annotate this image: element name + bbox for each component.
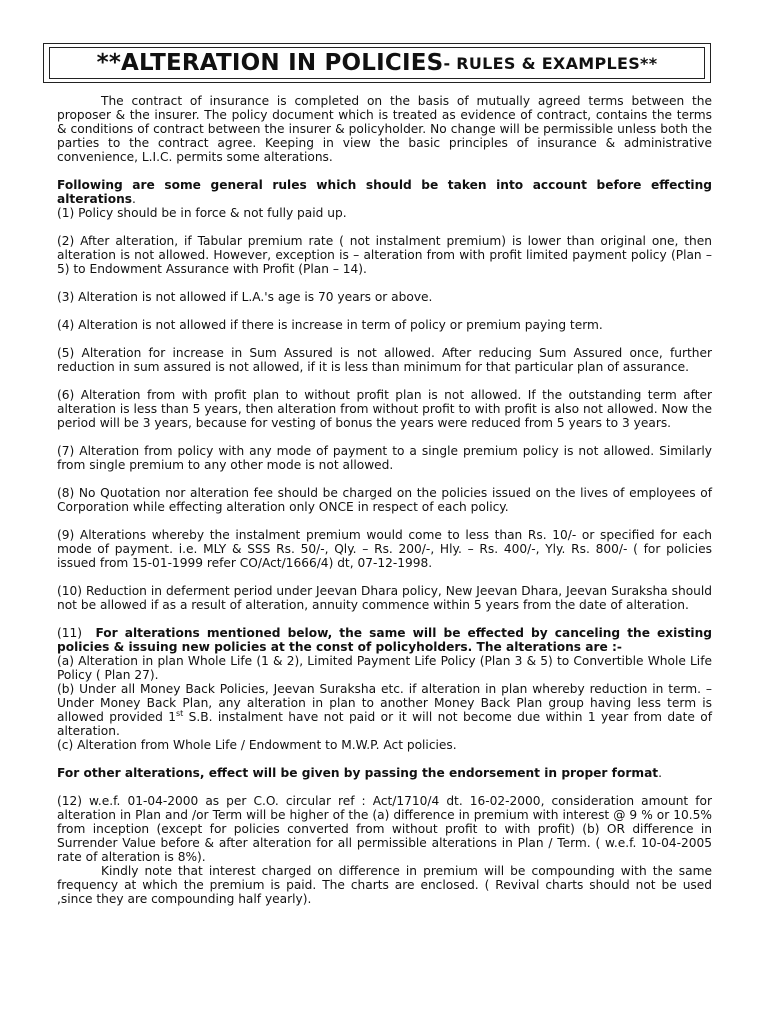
rule-6: (6) Alteration from with profit plan to without profit plan is not allowed. If the outstanding term after alteration is less than 5 years, then alteration from without profit to with profit is also not allowed. Now the period will be 3 years, because for vesting of bonus the years were reduced from 5 years to 3 years. (57, 388, 712, 430)
general-rules-heading-text: Following are some general rules which should be taken into account before effecting alterations (57, 178, 712, 206)
rule-10: (10) Reduction in deferment period under Jeevan Dhara policy, New Jeevan Dhara, Jeevan Suraksha should not be allowed if as a result of alteration, annuity commence within 5 years from the date of alteration. (57, 584, 712, 612)
rule-9: (9) Alterations whereby the instalment premium would come to less than Rs. 10/- or specified for each mode of payment. i.e. MLY & SSS Rs. 50/-, Qly. – Rs. 200/-, Hly. – Rs. 400/-, Yly. Rs. 800/- ( for policies issued from 15-01-1999 refer CO/Act/1666/4) dt, 07-12-1998. (57, 528, 712, 570)
rule-8: (8) No Quotation nor alteration fee should be charged on the policies issued on the lives of employees of Corporation while effecting alteration only ONCE in respect of each policy. (57, 486, 712, 514)
rule-5: (5) Alteration for increase in Sum Assured is not allowed. After reducing Sum Assured once, further reduction in sum assured is not allowed, if it is less than minimum for that particular plan of assurance. (57, 346, 712, 374)
other-alterations-period: . (658, 766, 662, 780)
rule-3: (3) Alteration is not allowed if L.A.'s age is 70 years or above. (57, 290, 433, 304)
rule-11-b-sup: st (175, 708, 184, 718)
general-rules-heading-period: . (132, 192, 136, 206)
rule-11-b-end: S.B. instalment have not paid or it will not become due within 1 year from date of alteration. (57, 710, 713, 738)
page-subtitle: - RULES & EXAMPLES** (443, 53, 658, 73)
document-body (57, 94, 712, 906)
title-frame (43, 43, 711, 83)
rule-11-c: (c) Alteration from Whole Life / Endowment to M.W.P. Act policies. (57, 738, 457, 752)
other-alterations (57, 766, 712, 780)
rule-11-heading-text: For alterations mentioned below, the same will be effected by canceling the existing policies & issuing new policies at the const of policyholders. The alterations are :- (57, 626, 713, 654)
general-rules-heading (57, 178, 712, 206)
rule-11-a: (a) Alteration in plan Whole Life (1 & 2), Limited Payment Life Policy (Plan 3 & 5) to Convertible Whole Life Policy ( Plan 27). (57, 654, 712, 682)
rule-12: (12) w.e.f. 01-04-2000 as per C.O. circular ref : Act/1710/4 dt. 16-02-2000, consideration amount for alteration in Plan and /or Term will be higher of the (a) difference in premium with interest @ 9 % or 10.5% from inception (except for policies converted from without profit to with profit) (b) OR difference in Surrender Value before & after alteration for all permissible alterations in Plan / Term. ( w.e.f. 10-04-2005 rate of alteration is 8%). (57, 794, 712, 864)
other-alterations-text: For other alterations, effect will be given by passing the endorsement in proper format (57, 766, 659, 780)
title-inner-frame (49, 47, 705, 79)
intro-paragraph: The contract of insurance is completed on the basis of mutually agreed terms between the proposer & the insurer. The policy document which is treated as evidence of contract, contains the terms & conditions of contract between the insurer & policyholder. No change will be permissible unless both the parties to the contract agree. Keeping in view the basic principles of insurance & administrative convenience, L.I.C. permits some alterations. (57, 94, 712, 164)
rule-11-number: (11) (57, 626, 83, 640)
page-title: **ALTERATION IN POLICIES (96, 50, 444, 76)
rule-12-note: Kindly note that interest charged on difference in premium will be compounding with the same frequency at which the premium is paid. The charts are enclosed. ( Revival charts should not be used ,since they are compounding half yearly). (57, 864, 712, 906)
rule-11-b (57, 682, 712, 738)
rule-2: (2) After alteration, if Tabular premium rate ( not instalment premium) is lower than original one, then alteration is not allowed. However, exception is – alteration from with profit limited payment policy (Plan – 5) to Endowment Assurance with Profit (Plan – 14). (57, 234, 712, 276)
rule-4: (4) Alteration is not allowed if there is increase in term of policy or premium paying term. (57, 318, 603, 332)
rule-7: (7) Alteration from policy with any mode of payment to a single premium policy is not allowed. Similarly from single premium to any other mode is not allowed. (57, 444, 712, 472)
rule-11-heading (57, 626, 712, 654)
rule-11-b-start: (b) Under all Money Back Policies, Jeevan Suraksha etc. if alteration in plan whereby reduction in term. – Under Money Back Plan, any alteration in plan to another Money Back Plan group having less term is allowed provided 1 (57, 682, 712, 724)
rule-1: (1) Policy should be in force & not fully paid up. (57, 206, 347, 220)
